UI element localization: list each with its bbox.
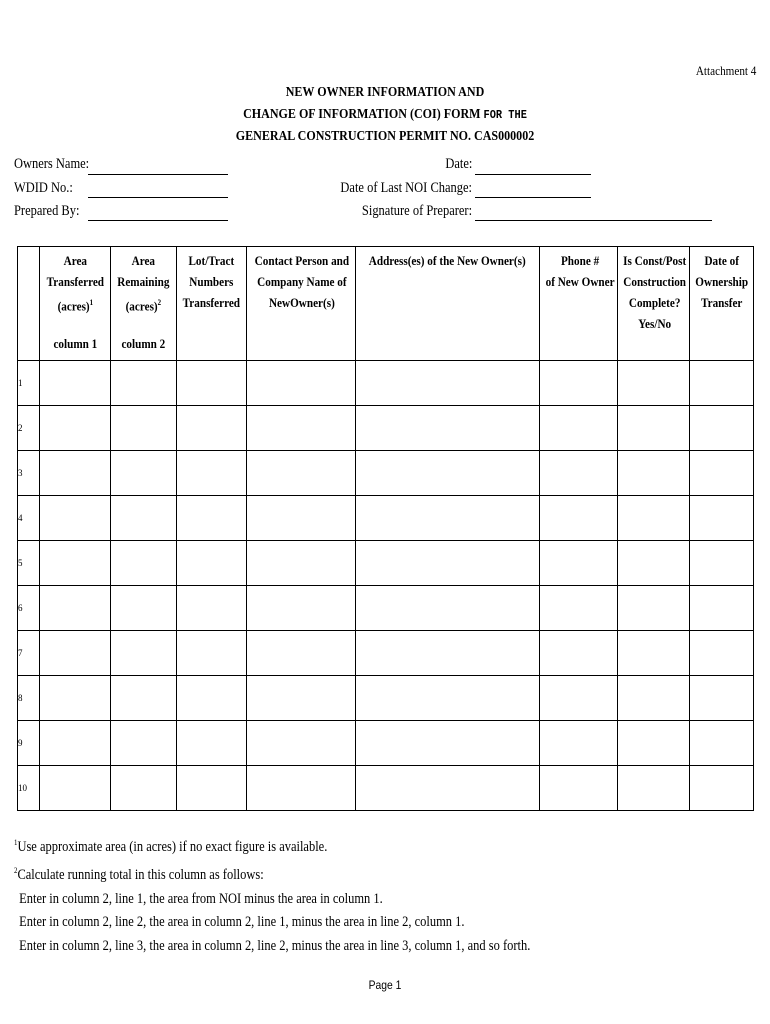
cell-contact-person[interactable] xyxy=(247,496,356,541)
cell-phone[interactable] xyxy=(540,451,618,496)
cell-construction-complete[interactable] xyxy=(618,676,690,721)
cell-address[interactable] xyxy=(356,721,540,766)
table-row xyxy=(18,361,754,406)
table-row xyxy=(18,721,754,766)
cell-lot-tract[interactable] xyxy=(177,586,247,631)
cell-construction-complete[interactable] xyxy=(618,766,690,811)
cell-construction-complete[interactable] xyxy=(618,586,690,631)
cell-area-remaining[interactable] xyxy=(111,361,177,406)
cell-lot-tract[interactable] xyxy=(177,676,247,721)
cell-lot-tract[interactable] xyxy=(177,721,247,766)
cell-area-remaining[interactable] xyxy=(111,721,177,766)
cell-phone[interactable] xyxy=(540,721,618,766)
row-number: 7 xyxy=(18,631,40,676)
cell-area-remaining[interactable] xyxy=(111,496,177,541)
cell-area-transferred[interactable] xyxy=(40,451,111,496)
header-date-transfer: Date of Ownership Transfer xyxy=(690,247,754,361)
cell-phone[interactable] xyxy=(540,541,618,586)
cell-contact-person[interactable] xyxy=(247,586,356,631)
signature-line[interactable] xyxy=(475,220,712,221)
table-header-row xyxy=(18,247,754,361)
cell-phone[interactable] xyxy=(540,676,618,721)
cell-date-transfer[interactable] xyxy=(690,586,754,631)
cell-phone[interactable] xyxy=(540,766,618,811)
cell-construction-complete[interactable] xyxy=(618,406,690,451)
cell-date-transfer[interactable] xyxy=(690,361,754,406)
cell-date-transfer[interactable] xyxy=(690,766,754,811)
cell-area-transferred[interactable] xyxy=(40,721,111,766)
cell-contact-person[interactable] xyxy=(247,406,356,451)
cell-lot-tract[interactable] xyxy=(177,361,247,406)
row-number: 6 xyxy=(18,586,40,631)
table-row xyxy=(18,676,754,721)
cell-contact-person[interactable] xyxy=(247,631,356,676)
row-number: 4 xyxy=(18,496,40,541)
prepared-by-line[interactable] xyxy=(88,220,228,221)
header-address: Address(es) of the New Owner(s) xyxy=(356,247,540,361)
cell-address[interactable] xyxy=(356,766,540,811)
cell-area-remaining[interactable] xyxy=(111,586,177,631)
cell-area-transferred[interactable] xyxy=(40,406,111,451)
prepared-by-label: Prepared By: xyxy=(14,203,80,219)
cell-date-transfer[interactable] xyxy=(690,631,754,676)
cell-date-transfer[interactable] xyxy=(690,406,754,451)
header-construction-complete: Is Const/Post Construction Complete? Yes/No xyxy=(618,247,690,361)
cell-phone[interactable] xyxy=(540,496,618,541)
header-area-remaining: Area Remaining (acres)$^2$ column 2 xyxy=(111,247,177,361)
title-line-2-suffix: FOR THE xyxy=(483,108,527,122)
attachment-label: Attachment 4 xyxy=(695,63,756,78)
cell-construction-complete[interactable] xyxy=(618,631,690,676)
row-number: 5 xyxy=(18,541,40,586)
cell-lot-tract[interactable] xyxy=(177,766,247,811)
cell-phone[interactable] xyxy=(540,406,618,451)
page-number: Page 1 xyxy=(368,978,402,992)
column-1-label: column 1 xyxy=(53,336,97,352)
owner-table xyxy=(17,246,754,811)
cell-address[interactable] xyxy=(356,586,540,631)
header-row-number xyxy=(18,247,40,361)
owners-name-line[interactable] xyxy=(88,174,228,175)
date-line[interactable] xyxy=(475,174,591,175)
cell-area-transferred[interactable] xyxy=(40,586,111,631)
date-last-noi-label: Date of Last NOI Change: xyxy=(340,180,472,196)
signature-label: Signature of Preparer: xyxy=(361,203,472,219)
row-number: 3 xyxy=(18,451,40,496)
cell-area-transferred[interactable] xyxy=(40,496,111,541)
header-area-transferred: Area Transferred (acres)$^1$ column 1 xyxy=(40,247,111,361)
cell-phone[interactable] xyxy=(540,631,618,676)
cell-date-transfer[interactable] xyxy=(690,451,754,496)
row-number: 1 xyxy=(18,361,40,406)
cell-address[interactable] xyxy=(356,631,540,676)
cell-area-transferred[interactable] xyxy=(40,361,111,406)
header-lot-tract: Lot/Tract Numbers Transferred xyxy=(177,247,247,361)
cell-construction-complete[interactable] xyxy=(618,451,690,496)
cell-date-transfer[interactable] xyxy=(690,676,754,721)
cell-address[interactable] xyxy=(356,496,540,541)
cell-address[interactable] xyxy=(356,676,540,721)
cell-contact-person[interactable] xyxy=(247,451,356,496)
cell-date-transfer[interactable] xyxy=(690,541,754,586)
cell-contact-person[interactable] xyxy=(247,361,356,406)
cell-area-remaining[interactable] xyxy=(111,631,177,676)
cell-area-transferred[interactable] xyxy=(40,676,111,721)
row-number: 8 xyxy=(18,676,40,721)
date-last-noi-line[interactable] xyxy=(475,197,591,198)
cell-area-transferred[interactable] xyxy=(40,631,111,676)
cell-address[interactable] xyxy=(356,406,540,451)
row-number: 2 xyxy=(18,406,40,451)
cell-area-remaining[interactable] xyxy=(111,541,177,586)
date-label: Date: xyxy=(444,156,472,172)
header-phone: Phone # of New Owner xyxy=(540,247,618,361)
cell-address[interactable] xyxy=(356,541,540,586)
cell-construction-complete[interactable] xyxy=(618,361,690,406)
cell-lot-tract[interactable] xyxy=(177,406,247,451)
footnote-2: $^2$Calculate running total in this column as follows: xyxy=(14,866,264,884)
table-row xyxy=(18,406,754,451)
footnote-1: $^1$Use approximate area (in acres) if no exact figure is available. xyxy=(14,838,328,855)
cell-contact-person[interactable] xyxy=(247,541,356,586)
cell-area-remaining[interactable] xyxy=(111,676,177,721)
title-line-3: GENERAL CONSTRUCTION PERMIT NO. CAS000002 xyxy=(235,129,535,144)
instruction-line-1: Enter in column 2, line 1, the area from NOI minus the area in column 1. xyxy=(19,890,383,907)
cell-contact-person[interactable] xyxy=(247,676,356,721)
footnotes xyxy=(14,831,530,958)
cell-date-transfer[interactable] xyxy=(690,721,754,766)
cell-area-transferred[interactable] xyxy=(40,766,111,811)
instruction-line-3: Enter in column 2, line 3, the area in column 2, line 2, minus the area in line 3, column 1, and so forth. xyxy=(19,937,531,954)
row-number: 9 xyxy=(18,721,40,766)
cell-construction-complete[interactable] xyxy=(618,496,690,541)
cell-address[interactable] xyxy=(356,361,540,406)
title-line-2 xyxy=(54,107,716,123)
cell-area-remaining[interactable] xyxy=(111,766,177,811)
table-row xyxy=(18,766,754,811)
cell-construction-complete[interactable] xyxy=(618,541,690,586)
cell-lot-tract[interactable] xyxy=(177,496,247,541)
wdid-label: WDID No.: xyxy=(14,180,73,196)
cell-contact-person[interactable] xyxy=(247,721,356,766)
cell-lot-tract[interactable] xyxy=(177,631,247,676)
cell-lot-tract[interactable] xyxy=(177,541,247,586)
cell-contact-person[interactable] xyxy=(247,766,356,811)
cell-area-remaining[interactable] xyxy=(111,406,177,451)
cell-area-remaining[interactable] xyxy=(111,451,177,496)
wdid-line[interactable] xyxy=(88,197,228,198)
table-row xyxy=(18,451,754,496)
table-row xyxy=(18,586,754,631)
cell-construction-complete[interactable] xyxy=(618,721,690,766)
header-contact-person: Contact Person and Company Name of NewOwner(s) xyxy=(247,247,356,361)
cell-address[interactable] xyxy=(356,451,540,496)
title-line-2-main: CHANGE OF INFORMATION (COI) FORM xyxy=(243,107,484,122)
table-row xyxy=(18,541,754,586)
row-number: 10 xyxy=(18,766,40,811)
cell-area-transferred[interactable] xyxy=(40,541,111,586)
column-2-label: column 2 xyxy=(121,336,166,352)
title-line-1: NEW OWNER INFORMATION AND xyxy=(285,85,485,100)
table-row xyxy=(18,496,754,541)
owners-name-label: Owners Name: xyxy=(14,156,90,172)
cell-date-transfer[interactable] xyxy=(690,496,754,541)
table-row xyxy=(18,631,754,676)
cell-lot-tract[interactable] xyxy=(177,451,247,496)
instruction-line-2: Enter in column 2, line 2, the area in column 2, line 1, minus the area in line 2, column 1. xyxy=(19,914,465,931)
cell-phone[interactable] xyxy=(540,586,618,631)
cell-phone[interactable] xyxy=(540,361,618,406)
